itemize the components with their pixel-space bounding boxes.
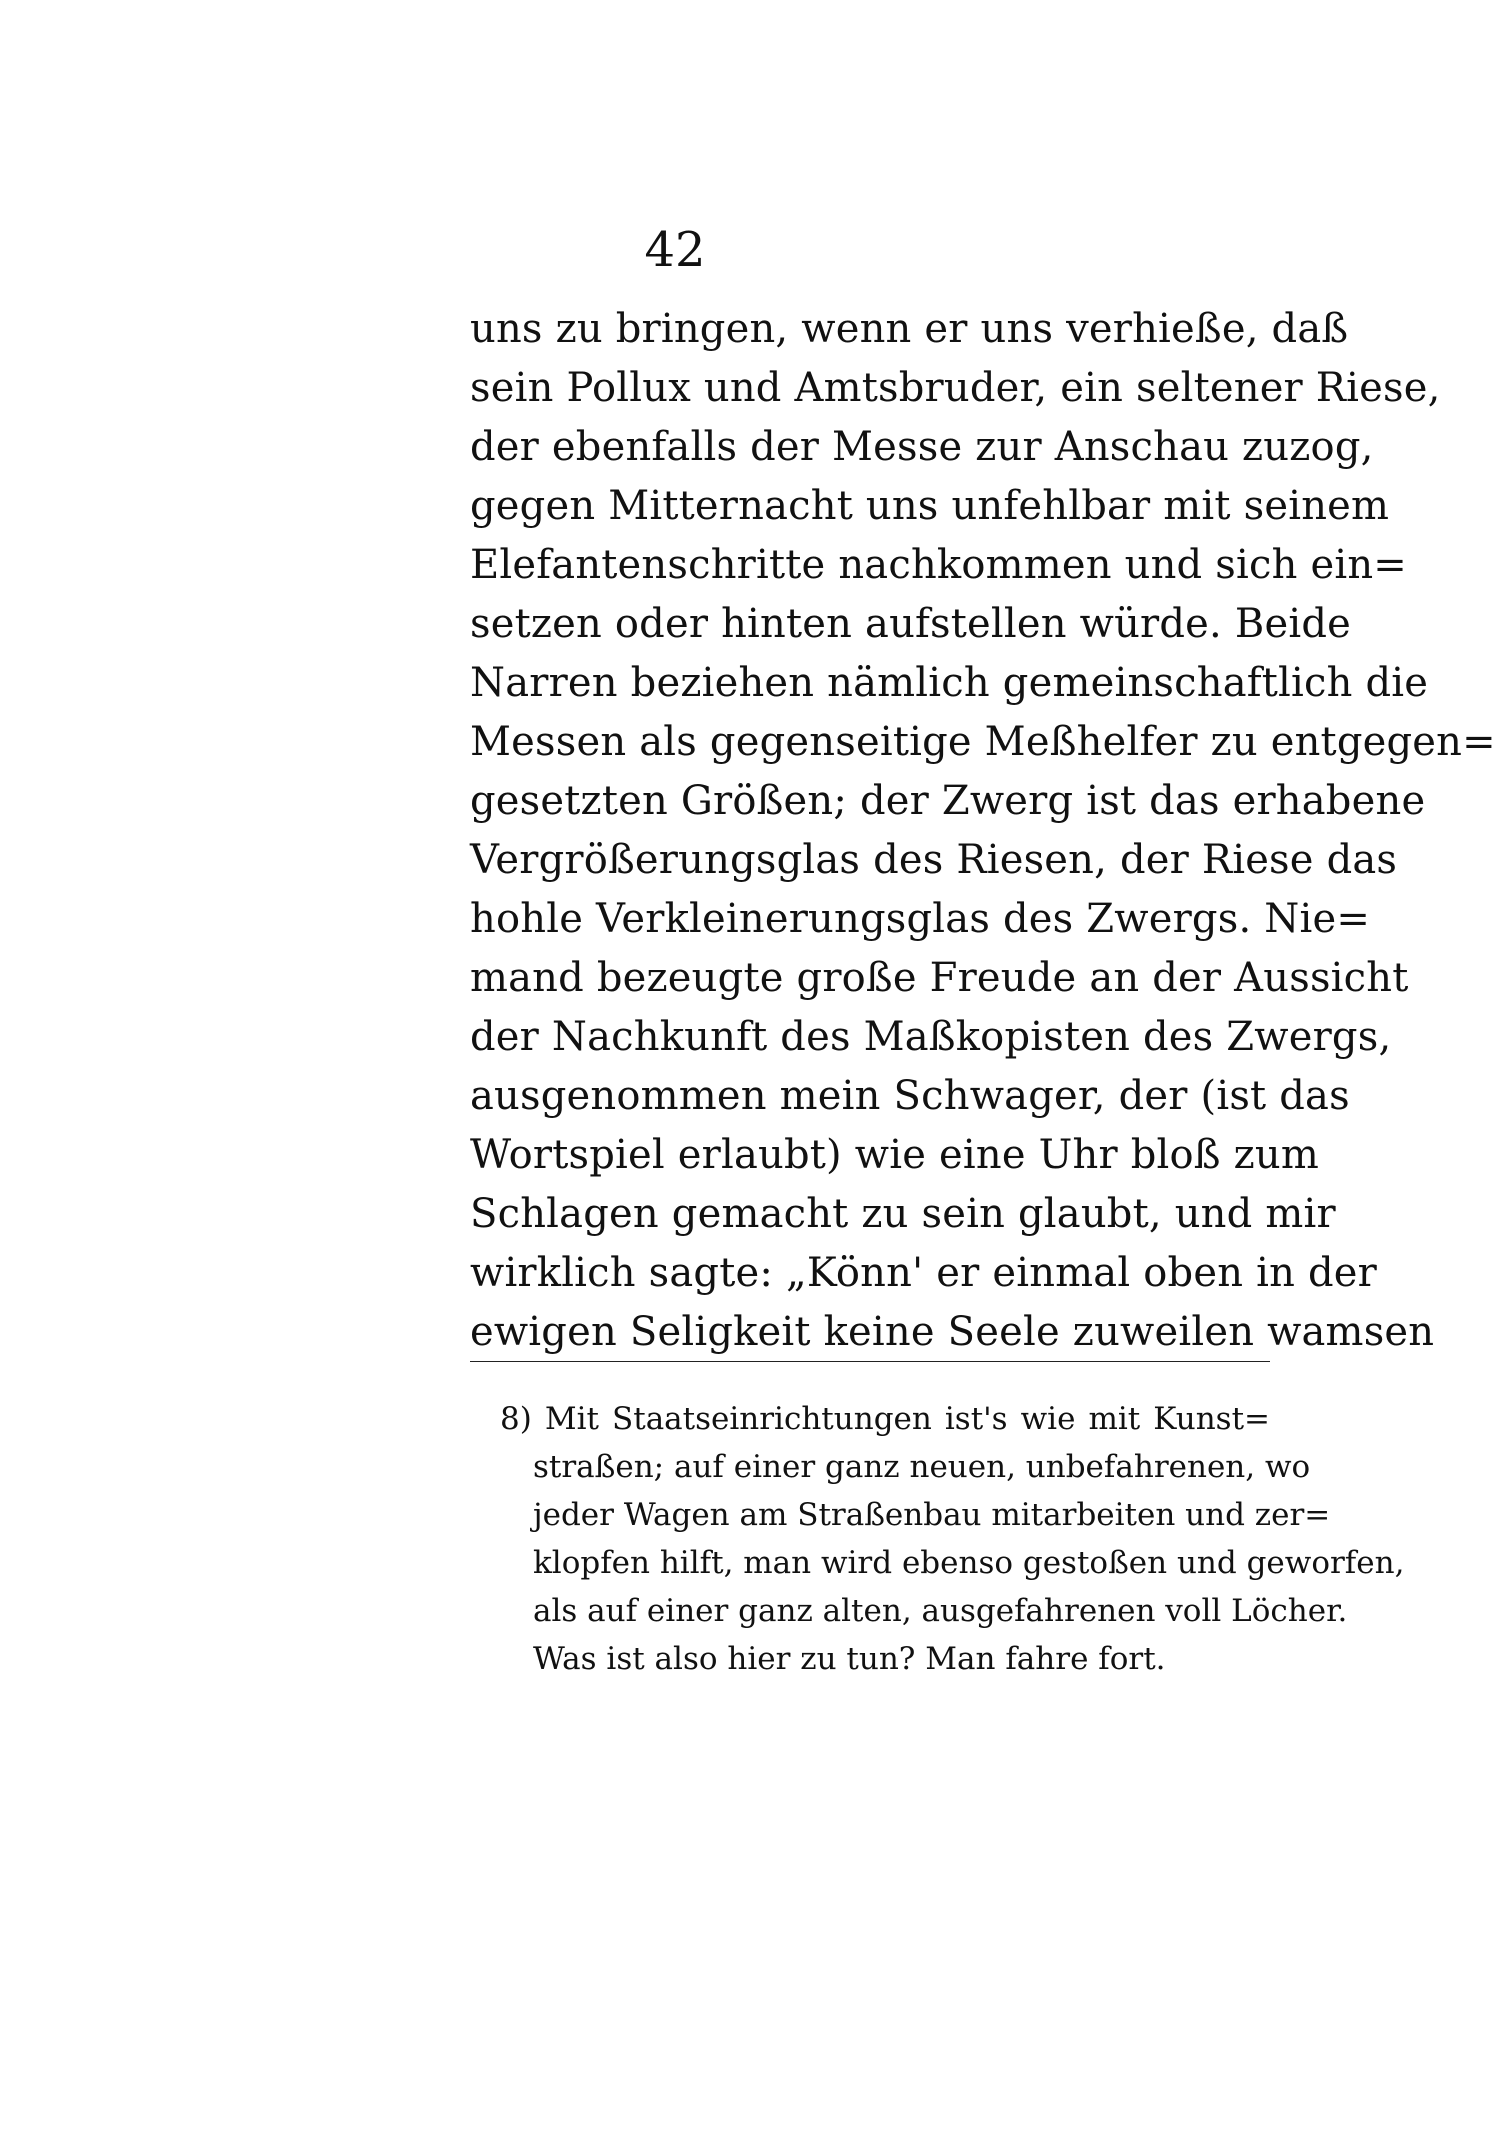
text-line: Wortspiel erlaubt) wie eine Uhr bloß zum bbox=[470, 1132, 1319, 1178]
text-line: gesetzten Größen; der Zwerg ist das erhabene bbox=[470, 778, 1426, 824]
text-line: Vergrößerungsglas des Riesen, der Riese das bbox=[470, 837, 1398, 883]
footnote-line: 8) Mit Staatseinrichtungen ist's wie mit Kunst= bbox=[500, 1401, 1270, 1437]
footnote-line: Was ist also hier zu tun? Man fahre fort. bbox=[533, 1641, 1166, 1677]
main-text-block bbox=[470, 300, 1496, 1362]
text-line: wirklich sagte: „Könn' er einmal oben in der bbox=[470, 1250, 1377, 1296]
text-line: Elefantenschritte nachkommen und sich ein= bbox=[470, 542, 1408, 588]
text-line: Schlagen gemacht zu sein glaubt, und mir bbox=[470, 1191, 1336, 1237]
footnote-line: klopfen hilft, man wird ebenso gestoßen und geworfen, bbox=[533, 1545, 1405, 1581]
text-line: hohle Verkleinerungsglas des Zwergs. Nie= bbox=[470, 896, 1371, 942]
text-line: ewigen Seligkeit keine Seele zuweilen wamsen bbox=[470, 1309, 1435, 1355]
text-line: ausgenommen mein Schwager, der (ist das bbox=[470, 1073, 1350, 1119]
text-line: uns zu bringen, wenn er uns verhieße, daß bbox=[470, 306, 1349, 352]
text-line: setzen oder hinten aufstellen würde. Beide bbox=[470, 601, 1352, 647]
text-line: mand bezeugte große Freude an der Aussicht bbox=[470, 955, 1409, 1001]
page-number: 42 bbox=[644, 222, 706, 278]
text-line: Narren beziehen nämlich gemeinschaftlich die bbox=[470, 660, 1429, 706]
footnote-line: straßen; auf einer ganz neuen, unbefahrenen, wo bbox=[533, 1449, 1311, 1485]
text-line: Messen als gegenseitige Meßhelfer zu entgegen= bbox=[470, 719, 1496, 765]
text-line: gegen Mitternacht uns unfehlbar mit seinem bbox=[470, 483, 1390, 529]
footnote-block bbox=[500, 1395, 1405, 1683]
footnote-line: jeder Wagen am Straßenbau mitarbeiten und zer= bbox=[533, 1497, 1331, 1533]
footnote-divider bbox=[470, 1361, 1270, 1362]
text-line: der Nachkunft des Maßkopisten des Zwergs, bbox=[470, 1014, 1392, 1060]
text-line: sein Pollux und Amtsbruder, ein seltener Riese, bbox=[470, 365, 1441, 411]
footnote-line: als auf einer ganz alten, ausgefahrenen voll Löcher. bbox=[533, 1593, 1348, 1629]
text-line: der ebenfalls der Messe zur Anschau zuzog, bbox=[470, 424, 1374, 470]
